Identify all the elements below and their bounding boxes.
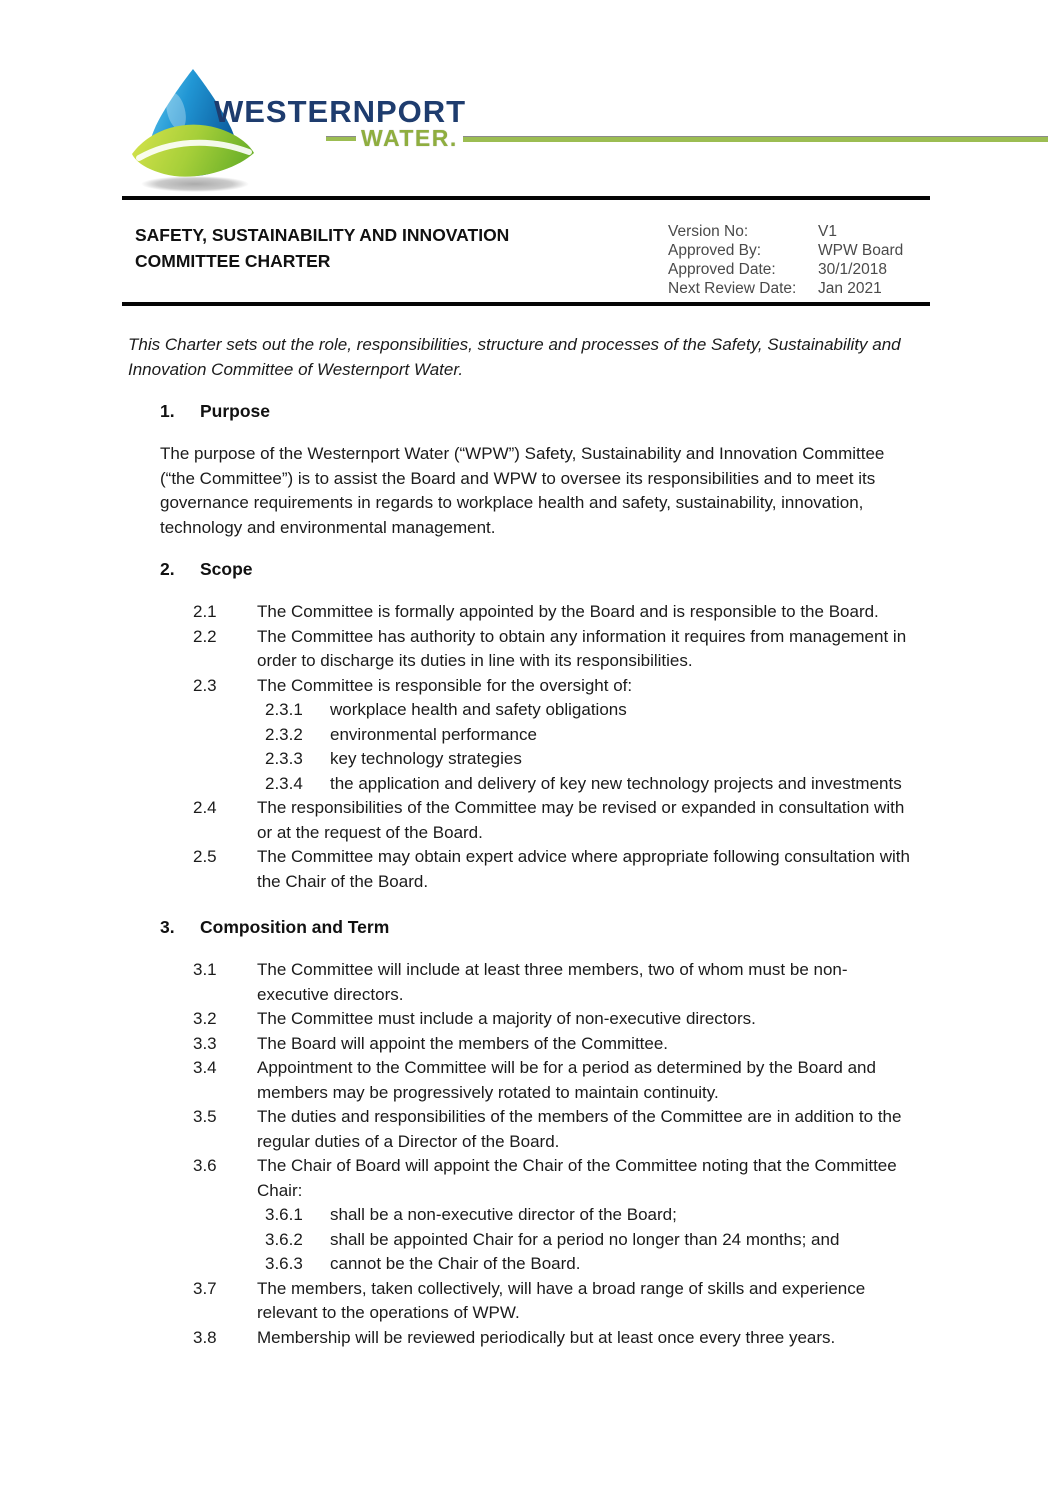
document-body	[128, 398, 1058, 1350]
clause-text: The Chair of Board will appoint the Chair of the Committee noting that the Committee Chair:	[257, 1156, 897, 1200]
meta-label: Version No:	[668, 223, 749, 240]
section-heading	[128, 398, 1058, 424]
clause-number: 3.1	[193, 960, 217, 979]
section-number: 3.	[160, 917, 175, 937]
section-heading	[128, 914, 1058, 940]
subclause-item	[265, 1228, 917, 1253]
clause-text-block	[257, 845, 917, 894]
water-drop-leaf-icon	[131, 66, 263, 196]
section-number: 1.	[160, 401, 175, 421]
subclause-number: 2.3.2	[265, 724, 303, 744]
clause-item	[193, 1032, 917, 1057]
clause-text-block	[257, 958, 917, 1007]
clause-number: 3.7	[193, 1278, 217, 1298]
clause-text: The Committee will include at least three members, two of whom must be non-executive directors.	[257, 960, 848, 1004]
section-purpose	[128, 398, 1058, 540]
clause-text-block	[257, 1154, 917, 1277]
clause-text-block	[257, 796, 917, 845]
clause-item	[193, 1007, 917, 1032]
subclause-number: 2.3.1	[265, 700, 303, 719]
brand-subname: WATER.	[361, 125, 458, 151]
divider-bottom	[122, 302, 930, 306]
meta-row	[668, 241, 936, 260]
clause-text-block	[257, 625, 917, 674]
clause-number: 2.4	[193, 798, 217, 817]
subclause-number: 3.6.3	[265, 1254, 303, 1273]
clause-number: 3.8	[193, 1327, 217, 1347]
subclause-text: the application and delivery of key new technology projects and investments	[330, 773, 902, 793]
brand-name: WESTERNPORT	[214, 94, 467, 129]
section-scope	[128, 556, 1058, 894]
clause-text-block	[257, 1277, 917, 1326]
section-composition-and-term	[128, 914, 1058, 1350]
clause-item	[193, 1277, 917, 1326]
section-heading-text: Composition and Term	[200, 917, 390, 937]
clause-text: Appointment to the Committee will be for a period as determined by the Board and members may be progressively rotated to maintain continuity.	[257, 1058, 876, 1102]
clause-number: 3.4	[193, 1058, 217, 1077]
subclause-item	[265, 723, 917, 748]
clause-item	[193, 674, 917, 797]
subclause-item	[265, 1203, 917, 1228]
meta-row	[668, 260, 936, 279]
brand-line-left	[326, 136, 356, 141]
subclause-number: 2.3.3	[265, 749, 303, 768]
document-title-line2: COMMITTEE CHARTER	[135, 251, 331, 271]
meta-value: Jan 2021	[818, 280, 882, 297]
clause-text: The members, taken collectively, will have a broad range of skills and experience relevant to the operations of WPW.	[257, 1278, 866, 1322]
clause-text: The duties and responsibilities of the members of the Committee are in addition to the regular duties of a Director of the Board.	[257, 1107, 902, 1151]
meta-label: Approved By:	[668, 242, 762, 259]
brand-line-right	[463, 136, 1048, 142]
clause-number: 3.3	[193, 1033, 217, 1053]
clause-item	[193, 1154, 917, 1277]
clause-number: 3.2	[193, 1009, 217, 1028]
intro-paragraph: This Charter sets out the role, responsibilities, structure and processes of the Safety, Sustainability and Innovation Committee of Westernport Water.	[128, 335, 901, 379]
clause-text: The Committee is formally appointed by the Board and is responsible to the Board.	[257, 602, 879, 621]
subclause-item	[265, 698, 917, 723]
divider-top	[122, 196, 930, 200]
clause-item	[193, 1105, 917, 1154]
clause-item	[193, 600, 917, 625]
logo	[128, 66, 1058, 196]
clause-text-block	[257, 1007, 917, 1032]
clause-number: 2.2	[193, 626, 217, 646]
clause-text: The Committee may obtain expert advice where appropriate following consultation with the Chair of the Board.	[257, 847, 910, 891]
clause-text-block	[257, 1326, 917, 1351]
meta-value: V1	[818, 223, 837, 240]
subclause-item	[265, 747, 917, 772]
clause-text-block	[257, 1056, 917, 1105]
clause-text-block	[257, 674, 917, 797]
subclause-item	[265, 772, 917, 797]
version-table	[668, 222, 936, 298]
clause-item	[193, 1056, 917, 1105]
document-header	[128, 222, 936, 298]
clause-list	[193, 958, 917, 1350]
section-heading-text: Purpose	[200, 401, 271, 421]
clause-text-block	[257, 1105, 917, 1154]
brand-subline	[326, 127, 1048, 150]
clause-text: The responsibilities of the Committee may be revised or expanded in consultation with or at the request of the Board.	[257, 798, 905, 842]
section-number: 2.	[160, 559, 175, 579]
subclause-text: environmental performance	[330, 724, 537, 744]
subclause-text: shall be a non-executive director of the Board;	[330, 1205, 677, 1224]
meta-value: 30/1/2018	[818, 261, 887, 278]
clause-number: 3.5	[193, 1107, 217, 1126]
meta-label: Next Review Date:	[668, 280, 797, 297]
clause-text: The Committee must include a majority of non-executive directors.	[257, 1009, 756, 1028]
section-heading	[128, 556, 1058, 582]
clause-item	[193, 625, 917, 674]
clause-number: 2.3	[193, 675, 217, 695]
clause-number: 2.5	[193, 847, 217, 866]
clause-list	[193, 600, 917, 894]
meta-value: WPW Board	[818, 242, 904, 259]
document-title	[128, 222, 658, 298]
meta-row	[668, 279, 936, 298]
subclause-text: cannot be the Chair of the Board.	[330, 1254, 581, 1273]
clause-item	[193, 796, 917, 845]
clause-text-block	[257, 1032, 917, 1057]
section-heading-text: Scope	[200, 559, 253, 579]
section-paragraph: The purpose of the Westernport Water (“WPW”) Safety, Sustainability and Innovation Committee (“the Committee”) is to assist the Board and WPW to oversee its responsibilities and to meet its governance requirements in regards to workplace health and safety, sustainability, innovation, technology and environmental management.	[160, 444, 885, 537]
subclause-number: 2.3.4	[265, 773, 303, 793]
clause-number: 2.1	[193, 602, 217, 621]
clause-text: The Board will appoint the members of the Committee.	[257, 1033, 669, 1053]
clause-item	[193, 845, 917, 894]
subclause-item	[265, 1252, 917, 1277]
meta-row	[668, 222, 936, 241]
subclause-text: workplace health and safety obligations	[330, 700, 627, 719]
subclause-number: 3.6.1	[265, 1205, 303, 1224]
clause-text-block	[257, 600, 917, 625]
clause-text: Membership will be reviewed periodically but at least once every three years.	[257, 1327, 836, 1347]
subclause-text: key technology strategies	[330, 749, 522, 768]
subclause-text: shall be appointed Chair for a period no longer than 24 months; and	[330, 1229, 840, 1249]
clause-text: The Committee has authority to obtain any information it requires from management in order to discharge its duties in line with its responsibilities.	[257, 626, 907, 670]
meta-label: Approved Date:	[668, 261, 776, 278]
clause-item	[193, 1326, 917, 1351]
clause-item	[193, 958, 917, 1007]
subclause-number: 3.6.2	[265, 1229, 303, 1249]
clause-text: The Committee is responsible for the oversight of:	[257, 675, 633, 695]
document-title-line1: SAFETY, SUSTAINABILITY AND INNOVATION	[135, 225, 510, 245]
brand-text	[214, 94, 930, 151]
clause-number: 3.6	[193, 1156, 217, 1175]
